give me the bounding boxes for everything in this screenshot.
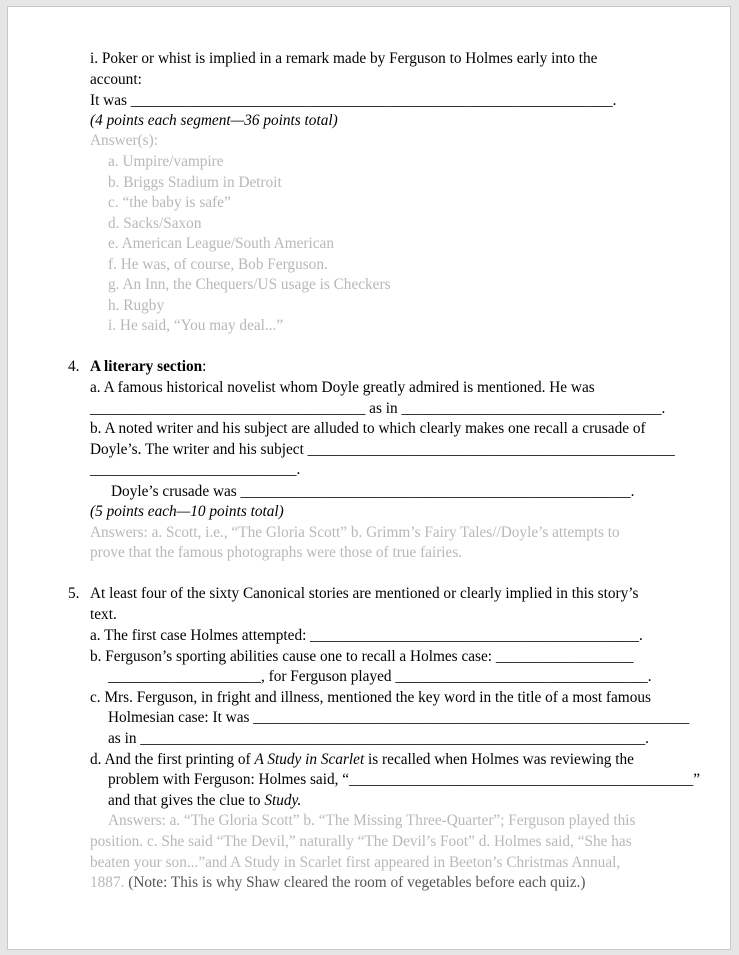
section-4-heading-colon: : — [202, 358, 207, 375]
s5-answers-line1: Answers: a. “The Gloria Scott” b. “The Missing Three-Quarter”; Ferguson played this — [108, 812, 636, 829]
s5-b-line1: b. Ferguson’s sporting abilities cause one to recall a Holmes case: __________________ — [90, 648, 634, 665]
s5-answers-note: (Note: This is why Shaw cleared the room of vegetables before each quiz.) — [124, 874, 586, 891]
document-page — [7, 6, 731, 950]
answer-a: a. Umpire/vampire — [108, 153, 224, 170]
answer-e: e. American League/South American — [108, 235, 334, 252]
answer-i: i. He said, “You may deal...” — [108, 317, 284, 334]
points-note-10: (5 points each—10 points total) — [90, 503, 284, 520]
s4-a-line1: a. A famous historical novelist whom Doyle greatly admired is mentioned. He was — [90, 379, 595, 396]
s5-c-line2: Holmesian case: It was _________________________________________________________ — [108, 709, 690, 726]
s5-c-line1: c. Mrs. Ferguson, in fright and illness, mentioned the key word in the title of a most famous — [90, 689, 651, 706]
s5-intro-line1: At least four of the sixty Canonical stories are mentioned or clearly implied in this story’s — [90, 585, 639, 602]
answer-b: b. Briggs Stadium in Detroit — [108, 174, 282, 191]
s4-answers-line2: prove that the famous photographs were those of true fairies. — [90, 544, 463, 561]
section-5-number: 5. — [68, 585, 80, 602]
answer-c: c. “the baby is safe” — [108, 194, 231, 211]
s4-b-line3: ___________________________. — [90, 461, 301, 478]
answer-d: d. Sacks/Saxon — [108, 215, 202, 232]
points-note-36: (4 points each segment—36 points total) — [90, 112, 338, 129]
s4-b-line1: b. A noted writer and his subject are alluded to which clearly makes one recall a crusade of — [90, 420, 646, 437]
section-4-heading — [90, 357, 206, 377]
s5-answers-line3: beaten your son...”and A Study in Scarlet first appeared in Beeton’s Christmas Annual, — [90, 854, 621, 871]
s5-answers-line4 — [90, 873, 585, 893]
answer-f: f. He was, of course, Bob Ferguson. — [108, 256, 328, 273]
s5-b-line2: ____________________, for Ferguson played _________________________________. — [108, 668, 652, 685]
s5-answers-line2: position. c. She said “The Devil,” naturally “The Devil’s Foot” d. Holmes said, “She has — [90, 833, 632, 850]
s5-d-line2: problem with Ferguson: Holmes said, “_____________________________________________” — [108, 771, 701, 788]
s4-b-line2: Doyle’s. The writer and his subject ________________________________________________ — [90, 441, 675, 458]
answer-h: h. Rugby — [108, 297, 165, 314]
s5-a: a. The first case Holmes attempted: ___________________________________________. — [90, 627, 643, 644]
s4-a-line2: ____________________________________ as in __________________________________. — [90, 400, 666, 417]
section-4-number: 4. — [68, 358, 80, 375]
s4-crusade: Doyle’s crusade was ___________________________________________________. — [111, 483, 635, 500]
item-i-line1: i. Poker or whist is implied in a remark made by Ferguson to Holmes early into the — [90, 50, 598, 67]
item-i-line3: It was _______________________________________________________________. — [90, 92, 617, 109]
s5-intro-line2: text. — [90, 606, 117, 623]
answers-label: Answer(s): — [90, 132, 158, 149]
s5-c-line3: as in __________________________________________________________________. — [108, 730, 649, 747]
section-4-heading-text: A literary section — [90, 358, 203, 375]
item-i-line2: account: — [90, 71, 142, 88]
s5-d-line3-pre: and that gives the clue to — [108, 792, 265, 809]
s5-d-line1-title: A Study in Scarlet — [254, 751, 365, 768]
s5-answers-year: 1887. — [90, 874, 125, 891]
s5-d-line1-post: is recalled when Holmes was reviewing the — [364, 751, 634, 768]
s5-d-line1-pre: d. And the first printing of — [90, 751, 255, 768]
s5-d-line3-title: Study. — [264, 792, 302, 809]
s4-answers-line1: Answers: a. Scott, i.e., “The Gloria Scott” b. Grimm’s Fairy Tales//Doyle’s attempts to — [90, 524, 620, 541]
s5-d-line1 — [90, 750, 634, 770]
answer-g: g. An Inn, the Chequers/US usage is Checkers — [108, 276, 391, 293]
s5-d-line3 — [108, 791, 301, 811]
